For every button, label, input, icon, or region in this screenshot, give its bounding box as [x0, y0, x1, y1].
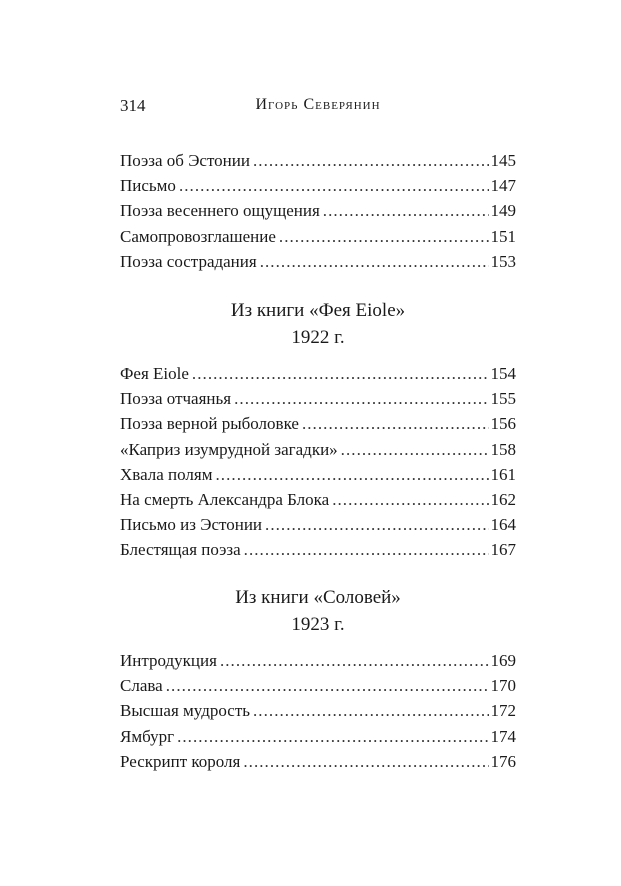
- toc-entry[interactable]: [120, 724, 516, 749]
- entry-title: Ямбург: [120, 726, 175, 746]
- section-heading-feya-eiole: [120, 297, 516, 351]
- entry-title: Интродукция: [120, 651, 217, 670]
- dot-leader: [244, 537, 489, 562]
- entry-page: 172: [490, 701, 516, 721]
- entry-title: Поэза сострадания: [120, 251, 257, 271]
- section-title: Из книги «Фея Eiole»: [230, 300, 406, 321]
- dot-leader: [253, 698, 489, 723]
- dot-leader: [302, 411, 489, 436]
- dot-leader: [216, 462, 489, 487]
- toc-entry[interactable]: [120, 698, 516, 723]
- entry-title: Блестящая поэза: [120, 540, 241, 560]
- dot-leader: [220, 648, 489, 673]
- toc-entry[interactable]: [120, 173, 516, 198]
- entry-page: 154: [490, 364, 516, 383]
- toc-entry[interactable]: [120, 198, 516, 223]
- entry-page: 167: [490, 540, 516, 560]
- dot-leader: [260, 249, 489, 274]
- entry-title: Рескрипт короля: [120, 751, 241, 771]
- entry-page: 162: [490, 489, 516, 509]
- entry-page: 158: [490, 439, 516, 459]
- entry-page: 147: [490, 176, 516, 196]
- section-heading-solovey: [120, 584, 516, 638]
- dot-leader: [341, 437, 489, 462]
- entry-page: 176: [490, 751, 516, 771]
- toc-entry[interactable]: [120, 386, 516, 411]
- entry-title: Высшая мудрость: [120, 701, 250, 721]
- dot-leader: [253, 148, 489, 173]
- entry-page: 156: [490, 414, 516, 434]
- dot-leader: [179, 173, 489, 198]
- toc-entry[interactable]: [120, 411, 516, 436]
- entry-title: Слава: [120, 676, 163, 696]
- entry-page: 164: [490, 515, 516, 535]
- section-title: Из книги «Соловей»: [235, 587, 401, 608]
- dot-leader: [166, 673, 489, 698]
- entry-page: 145: [490, 151, 516, 170]
- entry-page: 170: [490, 676, 516, 696]
- toc-entry[interactable]: [120, 673, 516, 698]
- running-head-author: Игорь Северянин: [255, 96, 381, 113]
- dot-leader: [332, 487, 488, 512]
- entry-title: Письмо: [120, 176, 176, 196]
- toc-entry[interactable]: [120, 361, 516, 386]
- toc-entry[interactable]: [120, 512, 516, 537]
- entry-title: Поэза отчаянья: [120, 389, 232, 409]
- toc-entry[interactable]: [120, 437, 516, 462]
- page-number: 314: [120, 96, 146, 115]
- entry-page: 153: [490, 251, 516, 271]
- entry-title: Письмо из Эстонии: [120, 515, 263, 535]
- section-year: 1922 г.: [291, 327, 345, 348]
- dot-leader: [279, 224, 489, 249]
- page-header: [120, 96, 516, 118]
- toc-entry[interactable]: [120, 249, 516, 274]
- entry-page: 161: [490, 464, 516, 484]
- entry-page: 149: [490, 201, 516, 221]
- toc-entry[interactable]: [120, 148, 516, 173]
- entry-page: 155: [490, 389, 516, 409]
- entry-title: Хвала полям: [120, 464, 213, 484]
- toc-entry[interactable]: [120, 749, 516, 774]
- dot-leader: [192, 361, 489, 386]
- dot-leader: [177, 724, 488, 749]
- section-year: 1923 г.: [291, 614, 345, 635]
- toc-entry[interactable]: [120, 224, 516, 249]
- entry-page: 174: [490, 726, 516, 746]
- toc-entry[interactable]: [120, 462, 516, 487]
- dot-leader: [265, 512, 488, 537]
- entry-title: Поэза верной рыболовке: [120, 414, 299, 434]
- entry-page: 151: [490, 226, 516, 246]
- toc-list-group-2: [120, 361, 516, 563]
- entry-title: Поэза об Эстонии: [120, 151, 250, 170]
- dot-leader: [234, 386, 488, 411]
- toc-list-group-3: [120, 648, 516, 774]
- entry-title: Поэза весеннего ощущения: [120, 201, 320, 221]
- toc-entry[interactable]: [120, 537, 516, 562]
- toc-entry[interactable]: [120, 648, 516, 673]
- entry-title: «Каприз изумрудной загадки»: [120, 439, 338, 459]
- entry-title: Фея Eiole: [120, 364, 189, 383]
- entry-title: На смерть Александра Блока: [120, 489, 330, 509]
- entry-page: 169: [490, 651, 516, 670]
- entry-title: Самопровозглашение: [120, 226, 276, 246]
- dot-leader: [323, 198, 489, 223]
- toc-list-group-1: [120, 148, 516, 274]
- toc-entry[interactable]: [120, 487, 516, 512]
- dot-leader: [243, 749, 488, 774]
